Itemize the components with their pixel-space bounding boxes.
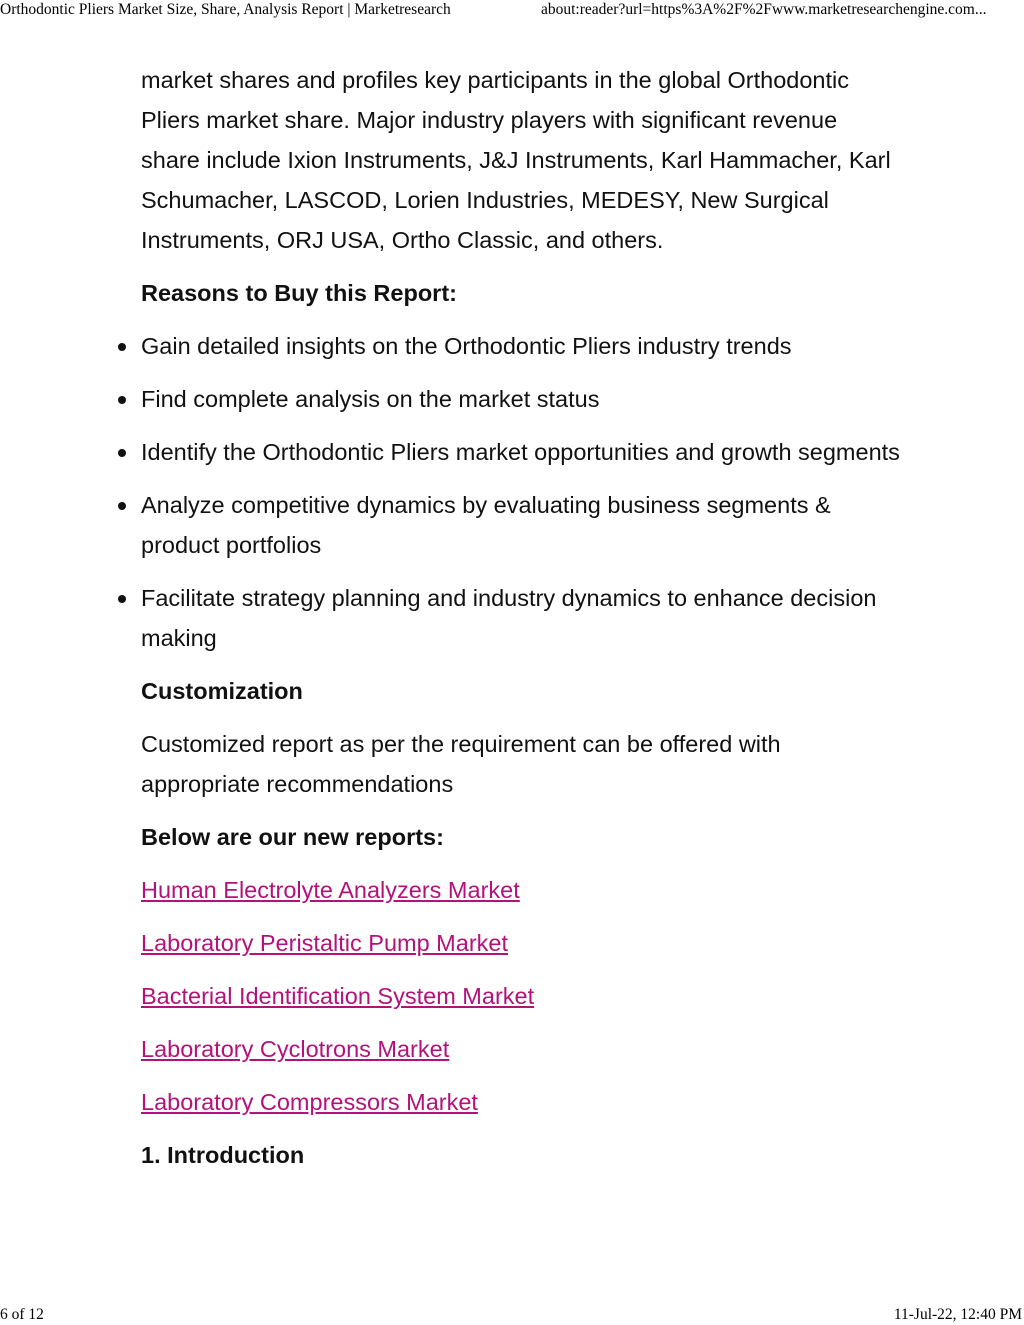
- bullet-icon: [118, 343, 126, 351]
- page-header-url: about:reader?url=https%3A%2F%2Fwww.marketresearchengine.com...: [541, 1, 987, 18]
- intro-paragraph: market shares and profiles key participants in the global Orthodontic Pliers market share. Major industry players with significant revenue share include Ixion Instruments, J&J Instruments, Karl Hammacher, Karl Schumacher, LASCOD, Lorien Industries, MEDESY, New Surgical Instruments, ORJ USA, Ortho Classic, and others.: [141, 67, 891, 253]
- list-item-text: Gain detailed insights on the Orthodontic Pliers industry trends: [141, 333, 792, 359]
- list-item-text: Facilitate strategy planning and industry dynamics to enhance decision making: [141, 585, 877, 651]
- customization-text: Customized report as per the requirement can be offered with appropriate recommendations: [141, 731, 781, 797]
- reasons-heading: Reasons to Buy this Report:: [141, 280, 457, 306]
- list-item-text: Analyze competitive dynamics by evaluating business segments & product portfolios: [141, 492, 831, 558]
- bullet-icon: [118, 449, 126, 457]
- list-item: [141, 578, 901, 658]
- page-number: 6 of 12: [0, 1306, 44, 1323]
- section-heading: 1. Introduction: [141, 1142, 305, 1168]
- bullet-icon: [118, 502, 126, 510]
- bullet-icon: [118, 595, 126, 603]
- report-link-laboratory-compressors[interactable]: Laboratory Compressors Market: [141, 1089, 478, 1115]
- page-header-title: Orthodontic Pliers Market Size, Share, Analysis Report | Marketresearch: [0, 1, 451, 18]
- list-item: [141, 432, 901, 472]
- article-body: [141, 60, 901, 1175]
- bullet-icon: [118, 396, 126, 404]
- list-item: [141, 326, 901, 366]
- new-reports-heading: Below are our new reports:: [141, 824, 444, 850]
- reasons-list: [141, 326, 901, 658]
- report-link-bacterial-identification-system[interactable]: Bacterial Identification System Market: [141, 983, 535, 1009]
- list-item: [141, 485, 901, 565]
- customization-heading: Customization: [141, 678, 303, 704]
- print-datetime: 11-Jul-22, 12:40 PM: [893, 1306, 1022, 1323]
- list-item: [141, 379, 901, 419]
- report-link-human-electrolyte-analyzers[interactable]: Human Electrolyte Analyzers Market: [141, 877, 520, 903]
- report-link-laboratory-cyclotrons[interactable]: Laboratory Cyclotrons Market: [141, 1036, 450, 1062]
- list-item-text: Identify the Orthodontic Pliers market opportunities and growth segments: [141, 439, 900, 465]
- report-link-laboratory-peristaltic-pump[interactable]: Laboratory Peristaltic Pump Market: [141, 930, 509, 956]
- list-item-text: Find complete analysis on the market status: [141, 386, 600, 412]
